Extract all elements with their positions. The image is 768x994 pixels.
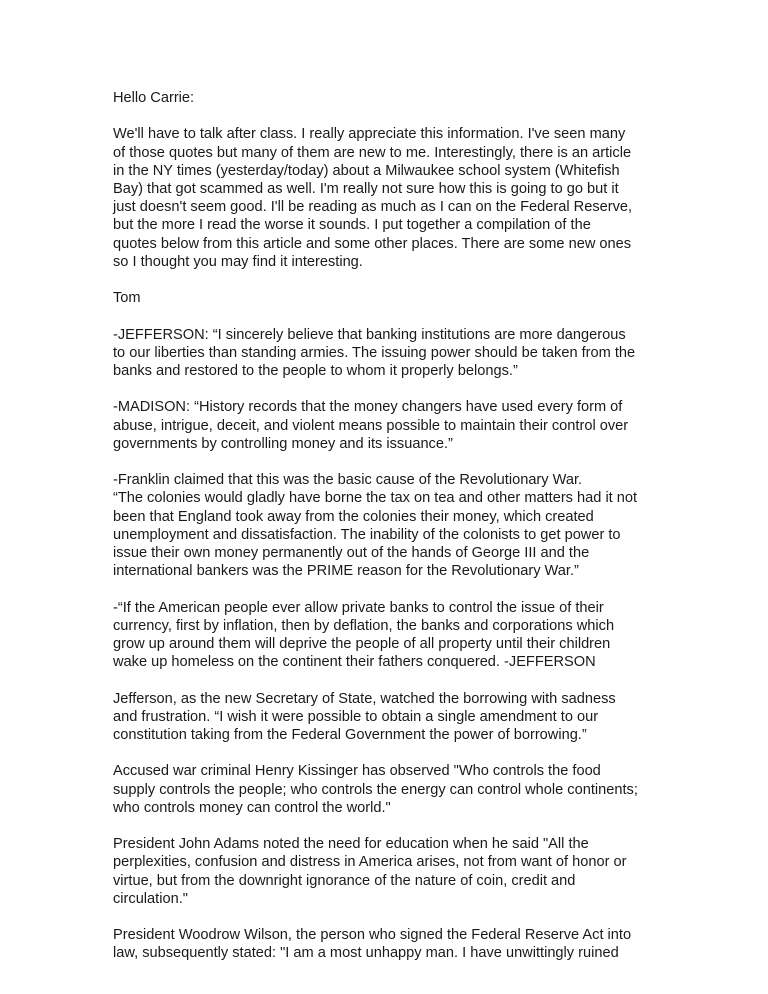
- text-line: abuse, intrigue, deceit, and violent means possible to maintain their control over: [113, 417, 629, 434]
- text-line: quotes below from this article and some other places. There are some new ones: [113, 235, 632, 252]
- quote-franklin: [113, 471, 673, 580]
- text-line: “The colonies would gladly have borne the tax on tea and other matters had it not: [113, 490, 638, 507]
- signature: [113, 289, 673, 307]
- text-line: We'll have to talk after class. I really appreciate this information. I've seen many: [113, 126, 626, 143]
- text-line: to our liberties than standing armies. The issuing power should be taken from the: [113, 344, 636, 361]
- text-line: perplexities, confusion and distress in America arises, not from want of honor or: [113, 854, 627, 871]
- text-line: Jefferson, as the new Secretary of State, watched the borrowing with sadness: [113, 690, 616, 707]
- intro-paragraph: [113, 125, 673, 271]
- text-line: President John Adams noted the need for education when he said "All the: [113, 836, 589, 853]
- text-line: who controls money can control the world.": [113, 799, 391, 816]
- quote-wilson: [113, 926, 673, 962]
- text-line: Tom: [113, 290, 141, 307]
- text-line: but the more I read the worse it sounds. I put together a compilation of the: [113, 217, 591, 234]
- text-line: constitution taking from the Federal Government the power of borrowing.”: [113, 727, 587, 743]
- text-line: Bay) that got scammed as well. I'm really not sure how this is going to go but it: [113, 181, 619, 197]
- text-line: circulation.": [113, 890, 188, 907]
- text-line: Accused war criminal Henry Kissinger has observed "Who controls the food: [113, 763, 601, 780]
- text-line: grow up around them will deprive the people of all property until their children: [113, 636, 611, 652]
- quote-jefferson-banking: [113, 326, 673, 381]
- text-line: in the NY times (yesterday/today) about a Milwaukee school system (Whitefish: [113, 162, 620, 179]
- text-line: -JEFFERSON: “I sincerely believe that banking institutions are more dangerous: [113, 326, 626, 343]
- quote-jefferson-borrowing: [113, 690, 673, 745]
- quote-madison: [113, 398, 673, 453]
- text-line: of those quotes but many of them are new to me. Interestingly, there is an article: [113, 144, 632, 161]
- quote-adams: [113, 835, 673, 908]
- letter-body: [113, 89, 673, 981]
- text-line: banks and restored to the people to whom it properly belongs.”: [113, 363, 518, 379]
- greeting: [113, 89, 673, 107]
- text-line: -Franklin claimed that this was the basic cause of the Revolutionary War.: [113, 472, 583, 489]
- text-line: issue their own money permanently out of the hands of George III and the: [113, 545, 590, 561]
- text-line: and frustration. “I wish it were possible to obtain a single amendment to our: [113, 708, 599, 725]
- text-line: wake up homeless on the continent their fathers conquered. -JEFFERSON: [113, 654, 596, 671]
- text-line: been that England took away from the colonies their money, which created: [113, 508, 594, 525]
- text-line: -MADISON: “History records that the money changers have used every form of: [113, 399, 623, 416]
- text-line: virtue, but from the downright ignorance of the nature of coin, credit and: [113, 872, 576, 889]
- text-line: Hello Carrie:: [113, 90, 195, 106]
- text-line: unemployment and dissatisfaction. The inability of the colonists to get power to: [113, 526, 621, 543]
- text-line: law, subsequently stated: "I am a most unhappy man. I have unwittingly ruined: [113, 945, 619, 962]
- quote-kissinger: [113, 762, 673, 817]
- text-line: President Woodrow Wilson, the person who signed the Federal Reserve Act into: [113, 927, 632, 944]
- text-line: so I thought you may find it interesting.: [113, 253, 363, 270]
- text-line: just doesn't seem good. I'll be reading as much as I can on the Federal Reserve,: [113, 199, 633, 216]
- text-line: -“If the American people ever allow private banks to control the issue of their: [113, 599, 604, 616]
- quote-jefferson-currency: [113, 599, 673, 672]
- text-line: supply controls the people; who controls the energy can control whole continents;: [113, 781, 638, 798]
- text-line: international bankers was the PRIME reason for the Revolutionary War.”: [113, 563, 579, 580]
- text-line: governments by controlling money and its issuance.”: [113, 435, 453, 452]
- text-line: currency, first by inflation, then by deflation, the banks and corporations which: [113, 617, 615, 634]
